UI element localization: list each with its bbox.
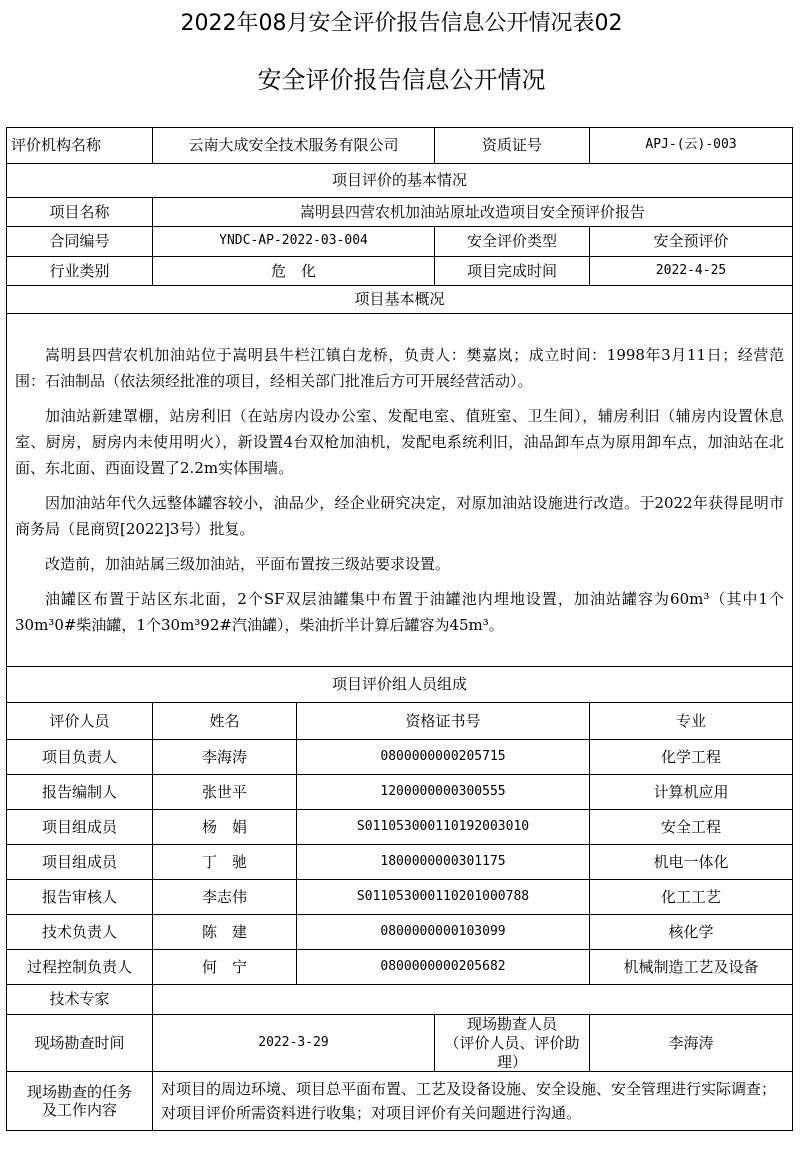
member-specialty: 机械制造工艺及设备: [590, 950, 793, 985]
column-header: 姓名: [153, 703, 297, 740]
member-cert: 0800000000205682: [297, 950, 590, 985]
project-name-row: [7, 198, 793, 227]
table-row: [7, 845, 793, 880]
member-specialty: 核化学: [590, 915, 793, 950]
task-label: [7, 1072, 153, 1131]
table-row: [7, 740, 793, 775]
survey-staff-label-line: 现场勘查人员: [467, 1015, 558, 1033]
overview-paragraph: 加油站新建罩棚，站房利旧（在站房内设办公室、发配电室、值班室、卫生间），辅房利旧（辅房内设置休息室、厨房，厨房内未使用明火），新设置4台双枪加油机，发配电系统利旧，油品卸车点为原用卸车点，加油站在北面、东北面、西面设置了2.2m实体围墙。: [15, 407, 785, 477]
task-row: [7, 1072, 793, 1131]
table-row: [7, 915, 793, 950]
column-header: 评价人员: [7, 703, 153, 740]
cert-label: 资质证号: [435, 128, 590, 164]
member-name: 杨 娟: [153, 810, 297, 845]
survey-time-label: 现场勘查时间: [7, 1015, 153, 1072]
team-section-header: 项目评价组人员组成: [7, 667, 793, 703]
column-header: 资格证书号: [297, 703, 590, 740]
member-cert: S011053000110192003010: [297, 810, 590, 845]
member-role: 过程控制负责人: [7, 950, 153, 985]
survey-staff-label: [435, 1015, 590, 1072]
eval-type-label: 安全评价类型: [435, 227, 590, 257]
member-role: 项目组成员: [7, 810, 153, 845]
document-title: 2022年08月安全评价报告信息公开情况表02: [180, 11, 623, 36]
table-row: [7, 950, 793, 985]
column-header: 专业: [590, 703, 793, 740]
member-specialty: 机电一体化: [590, 845, 793, 880]
expert-row: [7, 985, 793, 1015]
completion-value: 2022-4-25: [590, 257, 793, 286]
overview-paragraph: 因加油站年代久远整体罐容较小，油品少，经企业研究决定，对原加油站设施进行改造。于2022年获得昆明市商务局（昆商贸[2022]3号）批复。: [15, 494, 785, 538]
cert-value: APJ-(云)-003: [590, 128, 793, 164]
table-row: [7, 880, 793, 915]
member-name: 何 宁: [153, 950, 297, 985]
member-name: 李志伟: [153, 880, 297, 915]
expert-value: [153, 985, 793, 1015]
member-specialty: 化学工程: [590, 740, 793, 775]
overview-section-header: 项目基本概况: [7, 286, 793, 314]
contract-value: YNDC-AP-2022-03-004: [153, 227, 435, 257]
member-role: 报告编制人: [7, 775, 153, 810]
member-name: 张世平: [153, 775, 297, 810]
overview-paragraph: 嵩明县四营农机加油站位于嵩明县牛栏江镇白龙桥，负责人：樊嘉岚；成立时间：1998年3月11日；经营范围：石油制品（依法须经批准的项目，经相关部门批准后方可开展经营活动）。: [15, 346, 785, 390]
disclosure-table: [6, 127, 793, 1131]
member-name: 陈 建: [153, 915, 297, 950]
task-content: 对项目的周边环境、项目总平面布置、工艺及设备设施、安全设施、安全管理进行实际调查；对项目评价所需资料进行收集；对项目评价有关问题进行沟通。: [153, 1072, 793, 1131]
completion-label: 项目完成时间: [435, 257, 590, 286]
survey-row: [7, 1015, 793, 1072]
industry-row: [7, 257, 793, 286]
expert-label: 技术专家: [7, 985, 153, 1015]
member-name: 李海涛: [153, 740, 297, 775]
survey-time-value: 2022-3-29: [153, 1015, 435, 1072]
industry-label: 行业类别: [7, 257, 153, 286]
member-specialty: 安全工程: [590, 810, 793, 845]
member-cert: 0800000000205715: [297, 740, 590, 775]
basic-section-header: 项目评价的基本情况: [7, 164, 793, 198]
member-role: 项目组成员: [7, 845, 153, 880]
member-role: 报告审核人: [7, 880, 153, 915]
member-role: 技术负责人: [7, 915, 153, 950]
team-header-row: [7, 703, 793, 740]
eval-type-value: 安全预评价: [590, 227, 793, 257]
member-specialty: 计算机应用: [590, 775, 793, 810]
project-name-label: 项目名称: [7, 198, 153, 227]
table-row: [7, 810, 793, 845]
survey-staff-label-line: （评价人员、评价助理）: [444, 1033, 580, 1071]
org-row: [7, 128, 793, 164]
overview-paragraph: 油罐区布置于站区东北面，2个SF双层油罐集中布置于油罐池内埋地设置，加油站罐容为60m³（其中1个30m³0#柴油罐，1个30m³92#汽油罐），柴油折半计算后罐容为45m³。: [15, 590, 785, 634]
org-label: 评价机构名称: [7, 128, 153, 164]
task-label-line: 现场勘查的任务: [26, 1082, 132, 1101]
table-row: [7, 775, 793, 810]
project-name-value: 嵩明县四营农机加油站原址改造项目安全预评价报告: [153, 198, 793, 227]
member-cert: 0800000000103099: [297, 915, 590, 950]
member-cert: 1800000000301175: [297, 845, 590, 880]
member-role: 项目负责人: [7, 740, 153, 775]
member-cert: S011053000110201000788: [297, 880, 590, 915]
document-subtitle: 安全评价报告信息公开情况: [257, 66, 546, 94]
org-value: 云南大成安全技术服务有限公司: [153, 128, 435, 164]
overview-paragraph: 改造前，加油站属三级加油站，平面布置按三级站要求设置。: [45, 555, 451, 573]
survey-staff-value: 李海涛: [590, 1015, 793, 1072]
member-specialty: 化工工艺: [590, 880, 793, 915]
member-cert: 1200000000300555: [297, 775, 590, 810]
industry-value: 危 化: [153, 257, 435, 286]
contract-row: [7, 227, 793, 257]
member-name: 丁 驰: [153, 845, 297, 880]
overview-text: [7, 314, 793, 667]
contract-label: 合同编号: [7, 227, 153, 257]
task-label-line: 及工作内容: [41, 1101, 117, 1120]
